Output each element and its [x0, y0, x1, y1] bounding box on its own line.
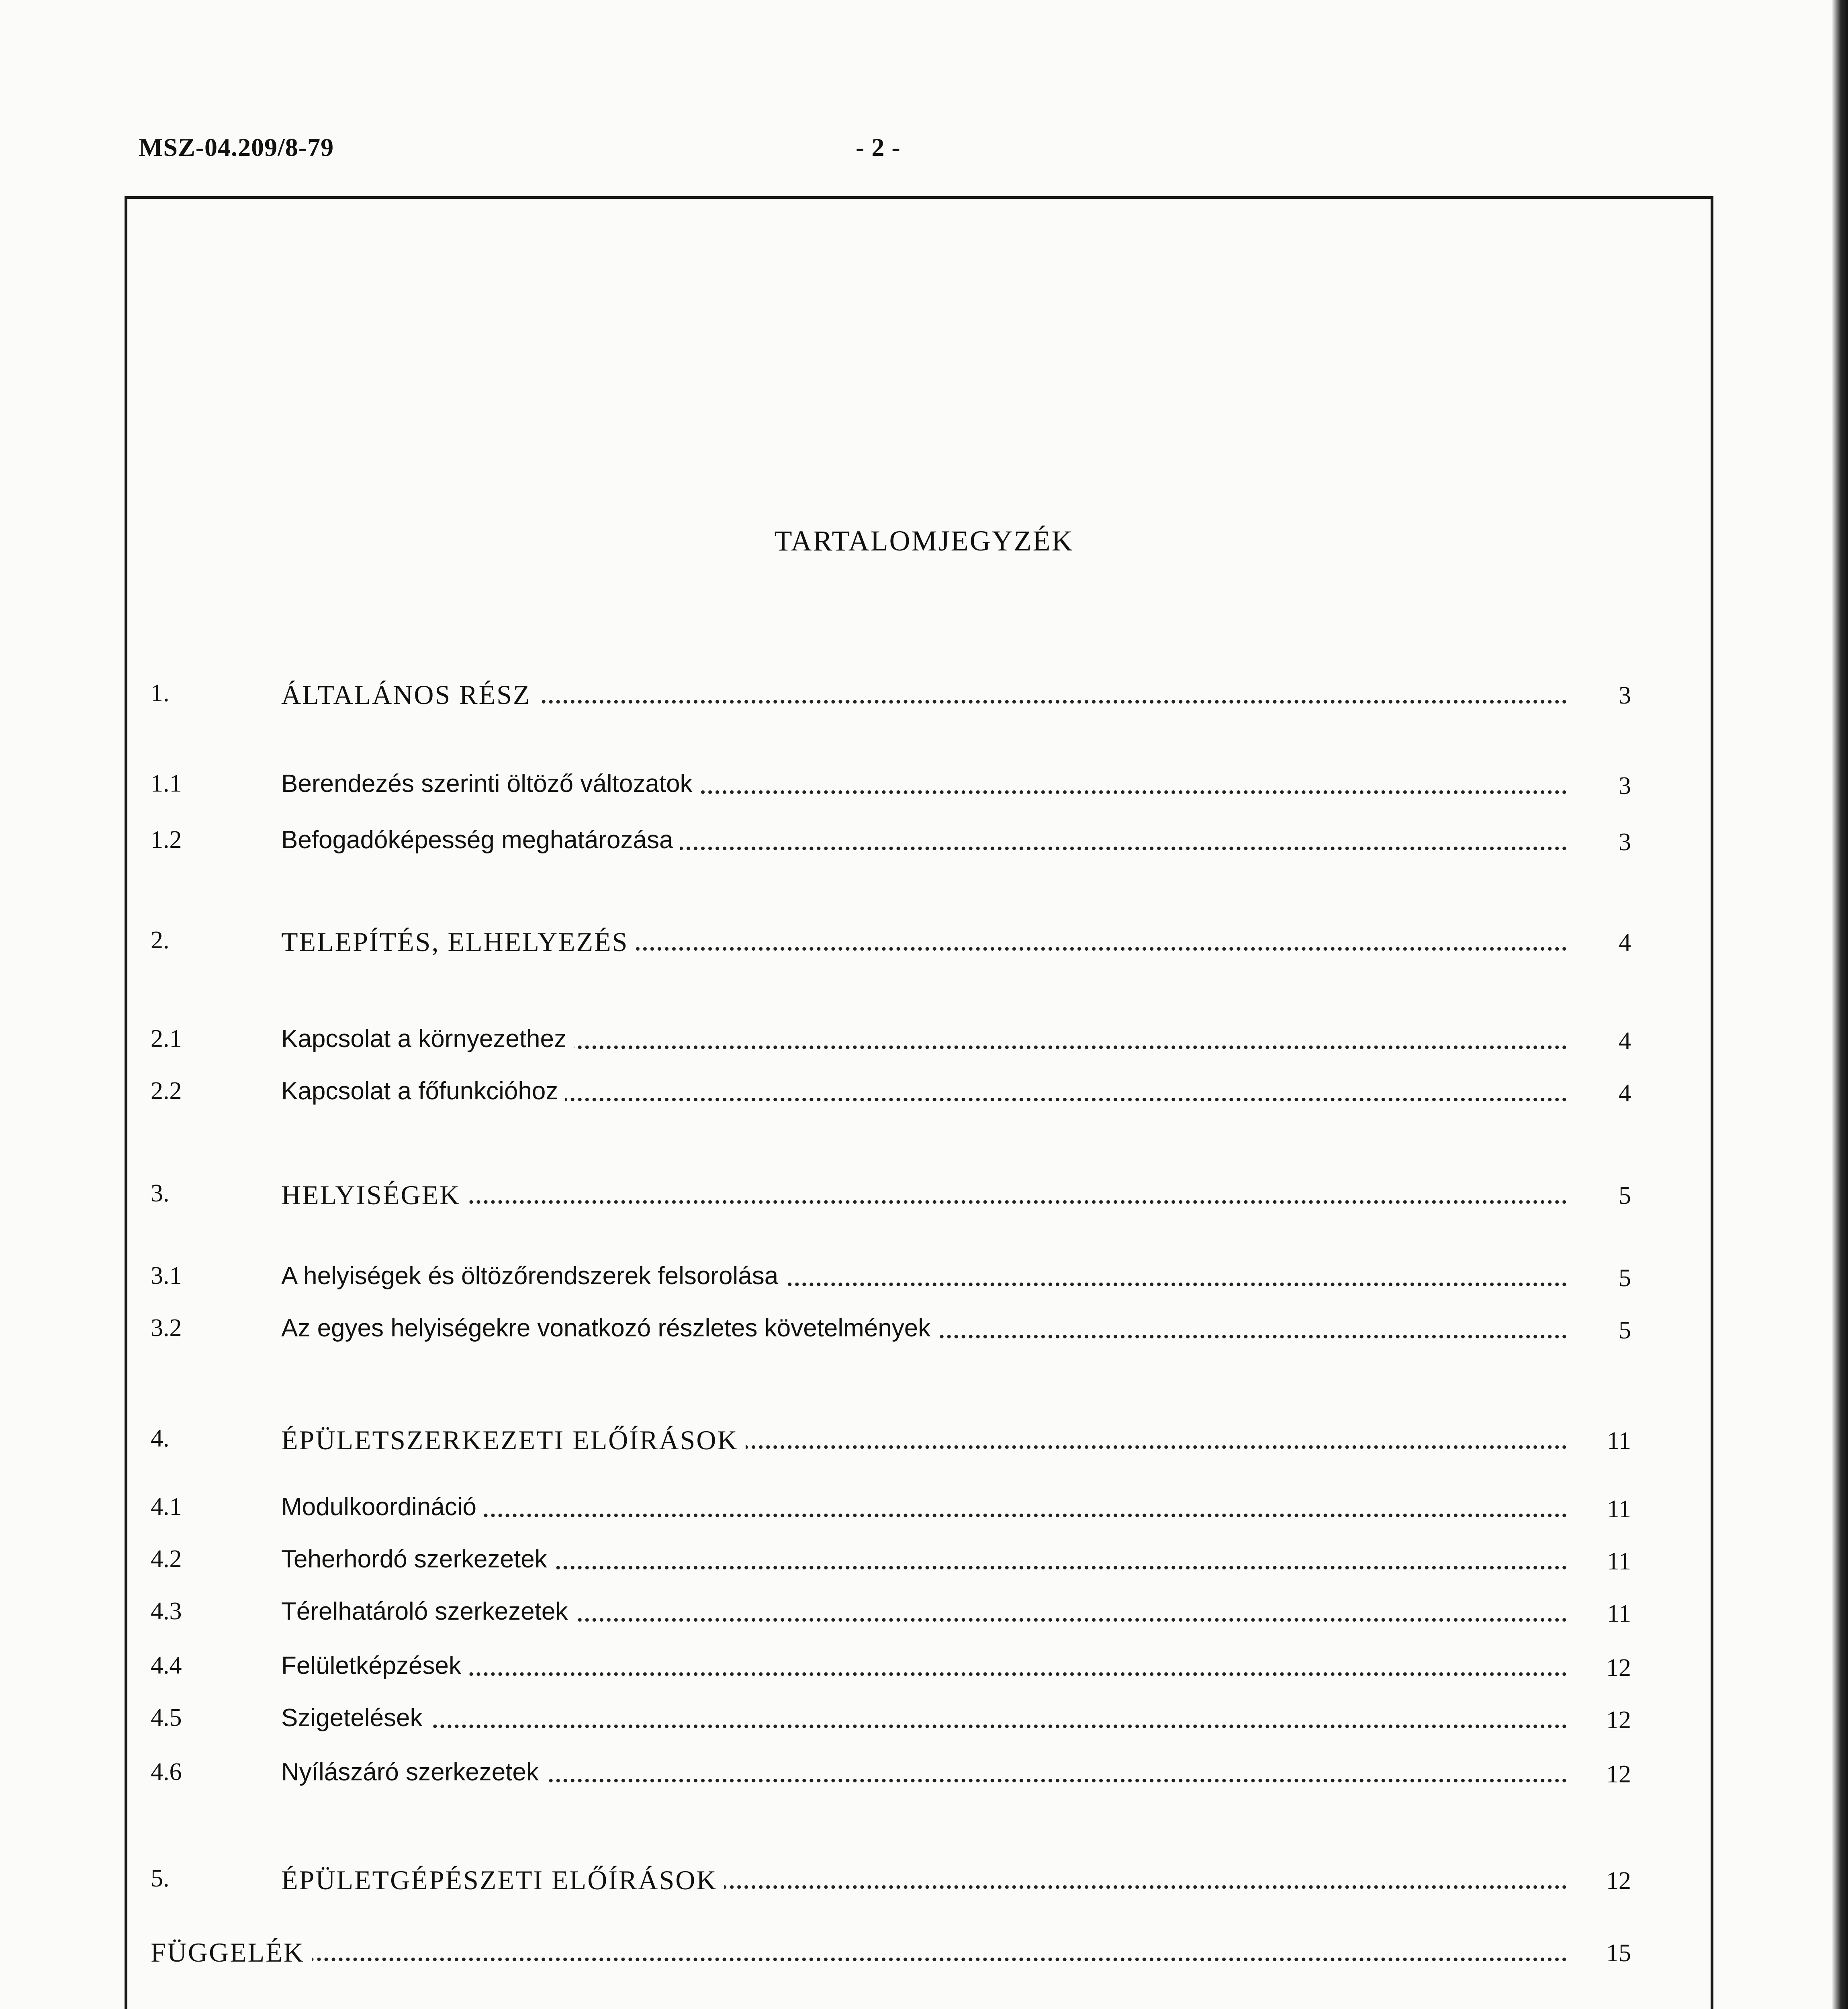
toc-entry-number: 4. — [151, 1425, 170, 1452]
toc-entry — [0, 1424, 1848, 1461]
toc-entry-number: 3. — [151, 1180, 170, 1207]
toc-entry-number: 4.6 — [151, 1758, 182, 1786]
toc-entry-page: 11 — [1607, 1548, 1631, 1575]
toc-entry-page: 11 — [1607, 1495, 1631, 1523]
toc-entry-number: 4.4 — [151, 1652, 182, 1679]
toc-entry — [0, 1864, 1848, 1901]
toc-entry-page: 4 — [1619, 929, 1631, 956]
toc-entry — [0, 1704, 1848, 1740]
toc-entry-number: 4.5 — [151, 1704, 182, 1731]
toc-entry-title: TELEPÍTÉS, ELHELYEZÉS — [281, 926, 636, 958]
toc-entry-title: Modulkoordináció — [281, 1493, 484, 1521]
toc-entry — [0, 1597, 1848, 1633]
toc-entry-page: 4 — [1619, 1080, 1631, 1107]
toc-entry-title: Kapcsolat a környezethez — [281, 1025, 574, 1053]
toc-entry-page: 3 — [1619, 772, 1631, 800]
toc-entry — [0, 1314, 1848, 1350]
dot-leader — [281, 1200, 1567, 1204]
page-number: - 2 - — [856, 133, 901, 162]
toc-entry — [0, 926, 1848, 962]
scan-binding-edge — [1832, 0, 1848, 2009]
toc-entry-title: ÉPÜLETGÉPÉSZETI ELŐÍRÁSOK — [281, 1864, 724, 1896]
toc-entry-page: 3 — [1619, 682, 1631, 709]
toc-entry-number: 4.2 — [151, 1545, 182, 1573]
toc-entry — [0, 1077, 1848, 1113]
toc-entry — [0, 1025, 1848, 1061]
toc-entry-number: 1.2 — [151, 826, 182, 853]
toc-entry-page: 12 — [1606, 1867, 1631, 1894]
toc-entry-title: FÜGGELÉK — [151, 1937, 312, 1968]
toc-entry — [0, 679, 1848, 715]
toc-entry-number: 2.1 — [151, 1025, 182, 1052]
toc-entry-page: 12 — [1606, 1706, 1631, 1734]
document-id: MSZ-04.209/8-79 — [139, 133, 334, 162]
toc-entry — [0, 1937, 1848, 1973]
toc-entry-page: 12 — [1606, 1654, 1631, 1682]
toc-entry-page: 15 — [1606, 1939, 1631, 1967]
toc-entry-page: 4 — [1619, 1027, 1631, 1055]
toc-entry — [0, 1758, 1848, 1794]
dot-leader — [151, 1958, 1567, 1961]
toc-entry-page: 11 — [1607, 1427, 1631, 1455]
toc-entry-number: 2.2 — [151, 1077, 182, 1105]
toc-entry-title: Felületképzések — [281, 1651, 468, 1680]
toc-entry-number: 3.2 — [151, 1314, 182, 1342]
toc-entry-number: 4.3 — [151, 1598, 182, 1625]
toc-title: TARTALOMJEGYZÉK — [774, 525, 1074, 557]
toc-entry-title: Térelhatároló szerkezetek — [281, 1597, 575, 1626]
toc-entry-title: ÁLTALÁNOS RÉSZ — [281, 679, 538, 711]
toc-entry-title: ÉPÜLETSZERKEZETI ELŐÍRÁSOK — [281, 1424, 746, 1456]
toc-entry-title: Teherhordó szerkezetek — [281, 1545, 554, 1573]
toc-entry-title: A helyiségek és öltözőrendszerek felsorolása — [281, 1262, 785, 1290]
toc-entry-page: 11 — [1607, 1600, 1631, 1627]
toc-entry — [0, 1493, 1848, 1529]
toc-entry-title: Az egyes helyiségekre vonatkozó részletes követelmények — [281, 1314, 938, 1342]
toc-entry-title: HELYISÉGEK — [281, 1179, 468, 1211]
toc-entry-number: 4.1 — [151, 1493, 182, 1520]
toc-entry — [0, 1179, 1848, 1215]
toc-entry — [0, 769, 1848, 806]
toc-entry-page: 5 — [1619, 1264, 1631, 1292]
toc-entry-page: 3 — [1619, 829, 1631, 856]
dot-leader — [281, 1672, 1567, 1676]
toc-entry-number: 1.1 — [151, 770, 182, 797]
toc-entry-number: 3.1 — [151, 1262, 182, 1289]
toc-entry-page: 5 — [1619, 1182, 1631, 1209]
toc-entry-title: Befogadóképesség meghatározása — [281, 826, 680, 854]
toc-entry-title: Szigetelések — [281, 1704, 430, 1732]
toc-entry-title: Berendezés szerinti öltöző változatok — [281, 769, 700, 798]
toc-entry-title: Nyílászáró szerkezetek — [281, 1758, 546, 1786]
toc-entry-page: 5 — [1619, 1317, 1631, 1344]
toc-entry-number: 1. — [151, 679, 170, 707]
toc-entry — [0, 1262, 1848, 1298]
toc-entry-page: 12 — [1606, 1761, 1631, 1788]
toc-entry-number: 5. — [151, 1865, 170, 1892]
toc-entry-number: 2. — [151, 927, 170, 954]
dot-leader — [281, 1725, 1567, 1728]
toc-entry — [0, 1545, 1848, 1581]
toc-entry — [0, 826, 1848, 862]
toc-entry — [0, 1651, 1848, 1688]
toc-entry-title: Kapcsolat a főfunkcióhoz — [281, 1077, 565, 1105]
